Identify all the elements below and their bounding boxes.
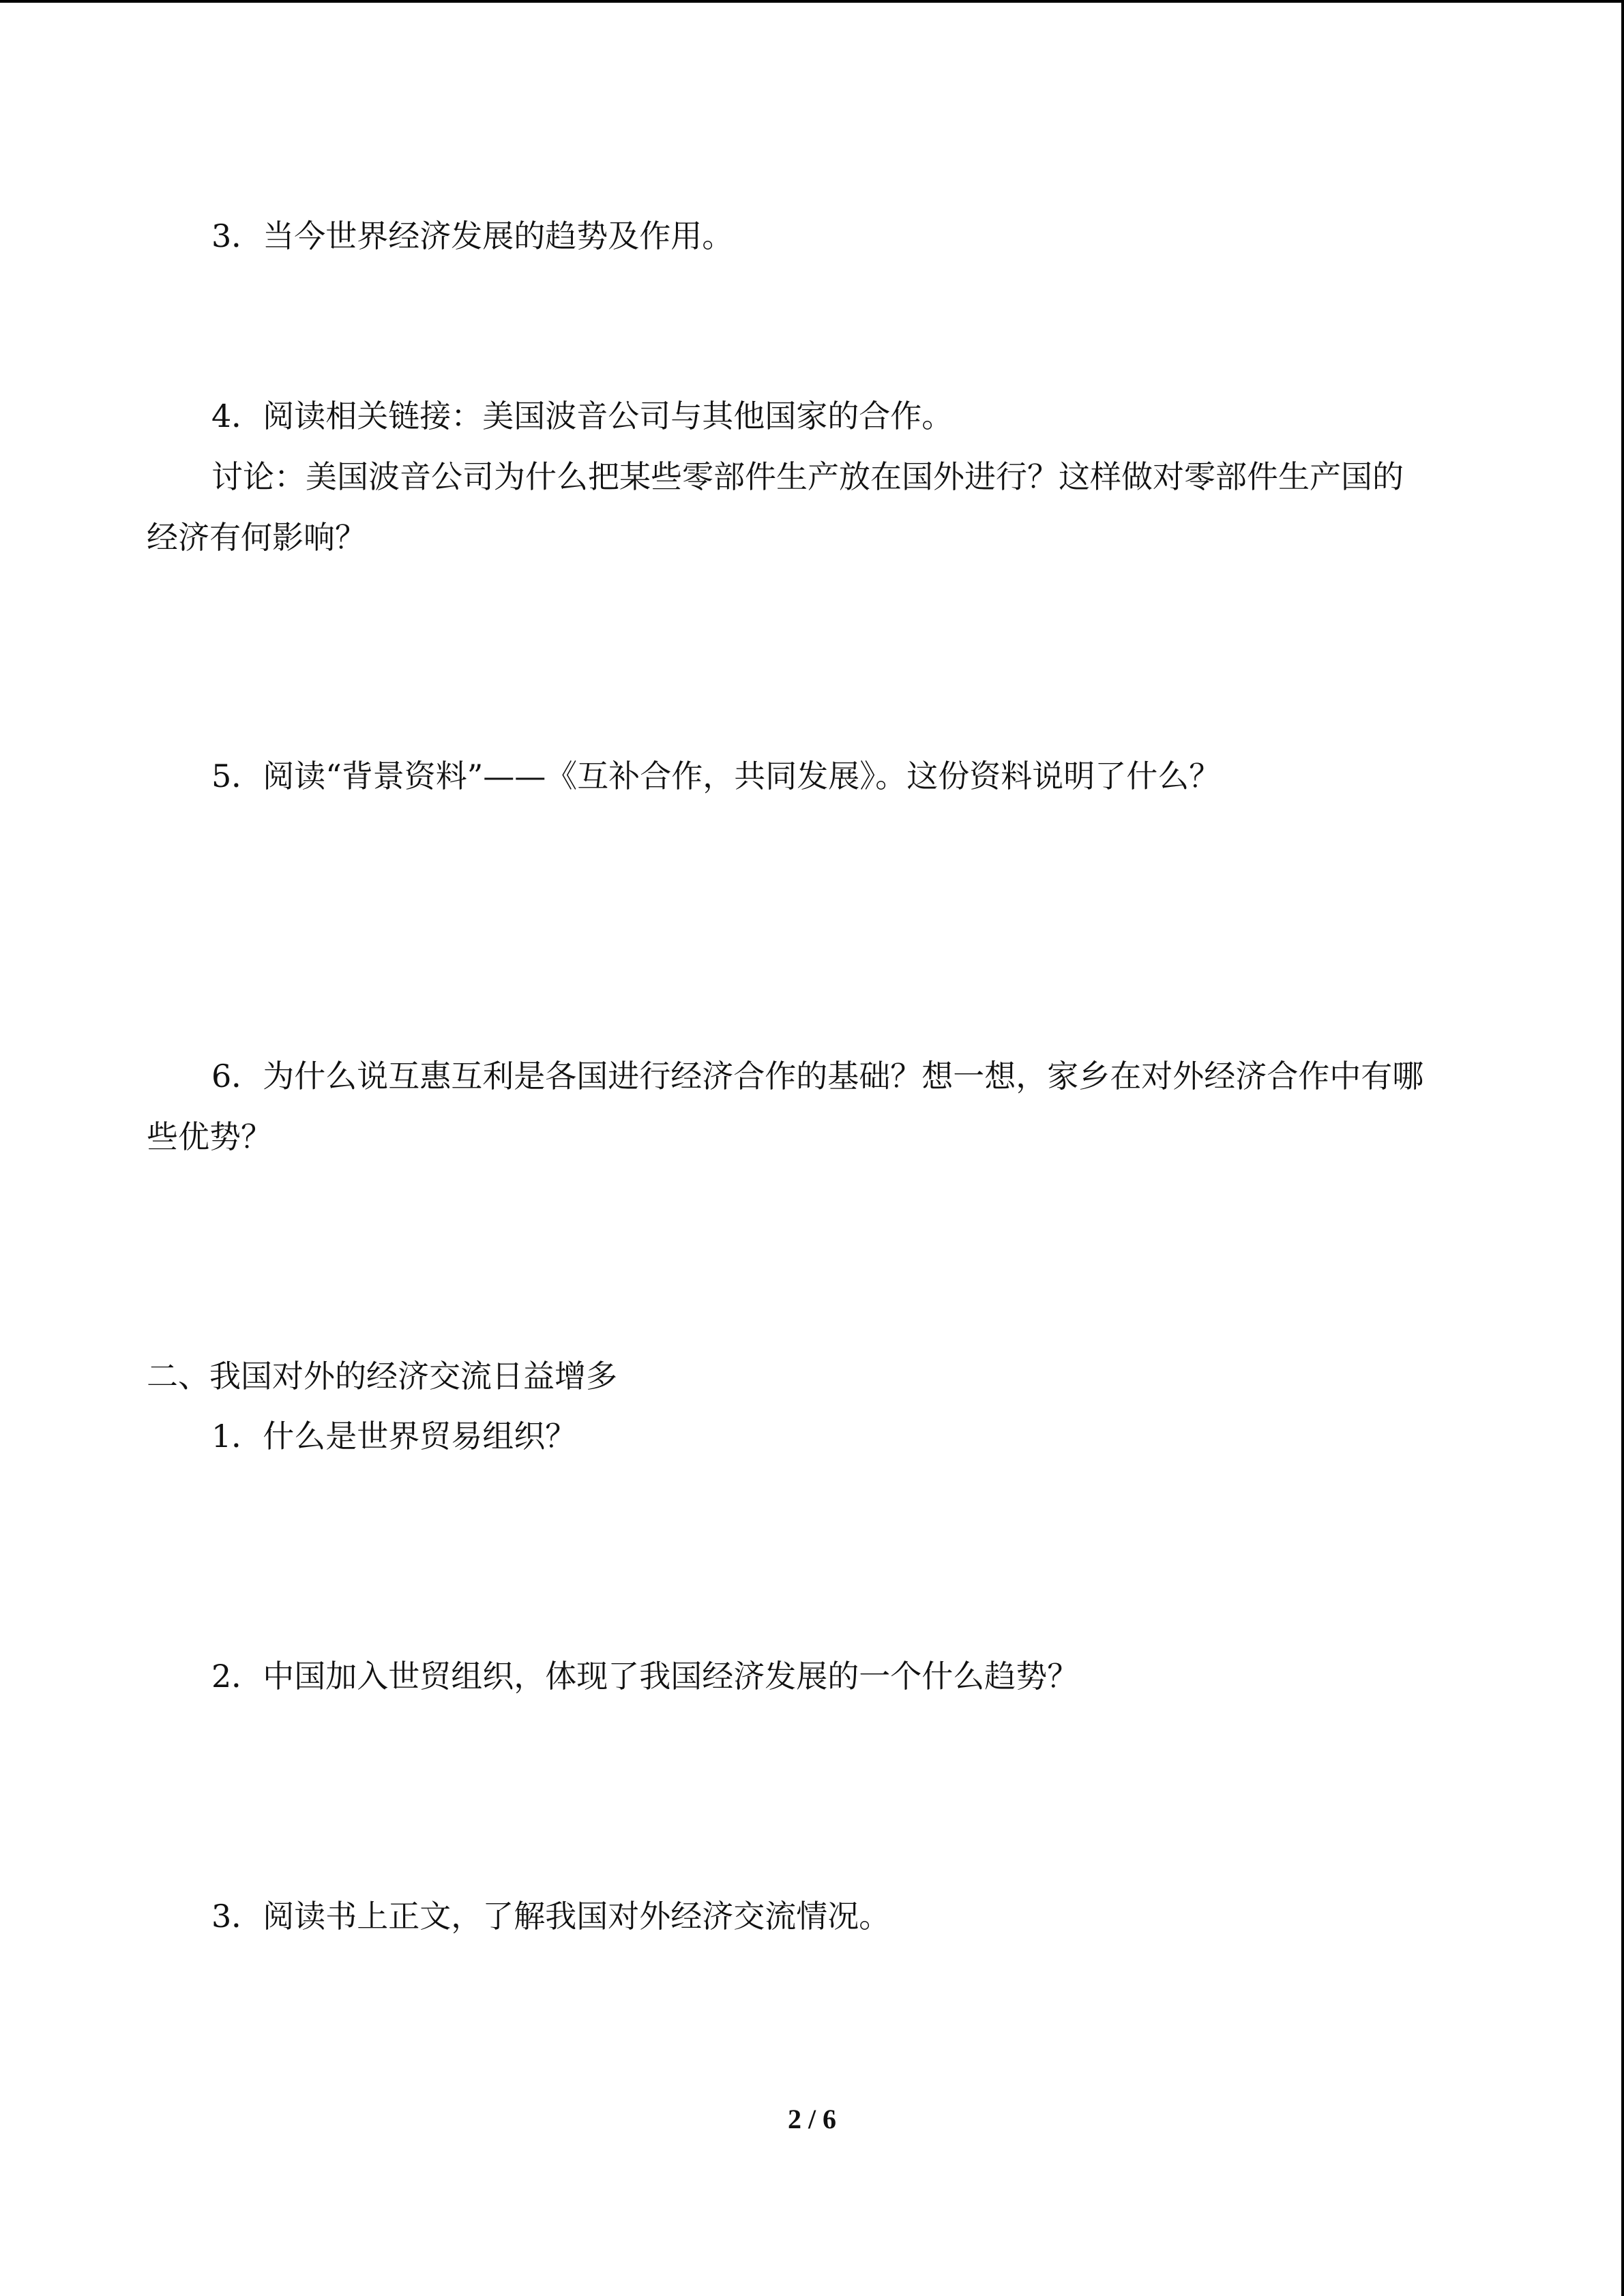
section-2-question-1: 1．什么是世界贸易组织？ bbox=[211, 1418, 577, 1455]
question-4-discussion-line-1: 讨论：美国波音公司为什么把某些零部件生产放在国外进行？这样做对零部件生产国的 bbox=[211, 458, 1404, 495]
top-border-line bbox=[0, 0, 1624, 3]
right-border-line bbox=[1621, 0, 1624, 2296]
question-5: 5．阅读“背景资料”——《互补合作，共同发展》。这份资料说明了什么？ bbox=[211, 758, 1221, 794]
section-2-question-3: 3．阅读书上正文，了解我国对外经济交流情况。 bbox=[211, 1898, 891, 1935]
question-6-line-2: 些优势？ bbox=[147, 1118, 272, 1155]
section-2-question-2: 2．中国加入世贸组织，体现了我国经济发展的一个什么趋势？ bbox=[211, 1658, 1079, 1695]
question-4-discussion-line-2: 经济有何影响？ bbox=[147, 519, 366, 556]
question-4: 4．阅读相关链接：美国波音公司与其他国家的合作。 bbox=[211, 398, 954, 434]
page-number: 2 / 6 bbox=[787, 2104, 837, 2134]
question-6-line-1: 6．为什么说互惠互利是各国进行经济合作的基础？想一想，家乡在对外经济合作中有哪 bbox=[211, 1058, 1424, 1094]
section-2-heading: 二、我国对外的经济交流日益增多 bbox=[147, 1358, 617, 1395]
question-3: 3．当今世界经济发展的趋势及作用。 bbox=[211, 218, 734, 254]
